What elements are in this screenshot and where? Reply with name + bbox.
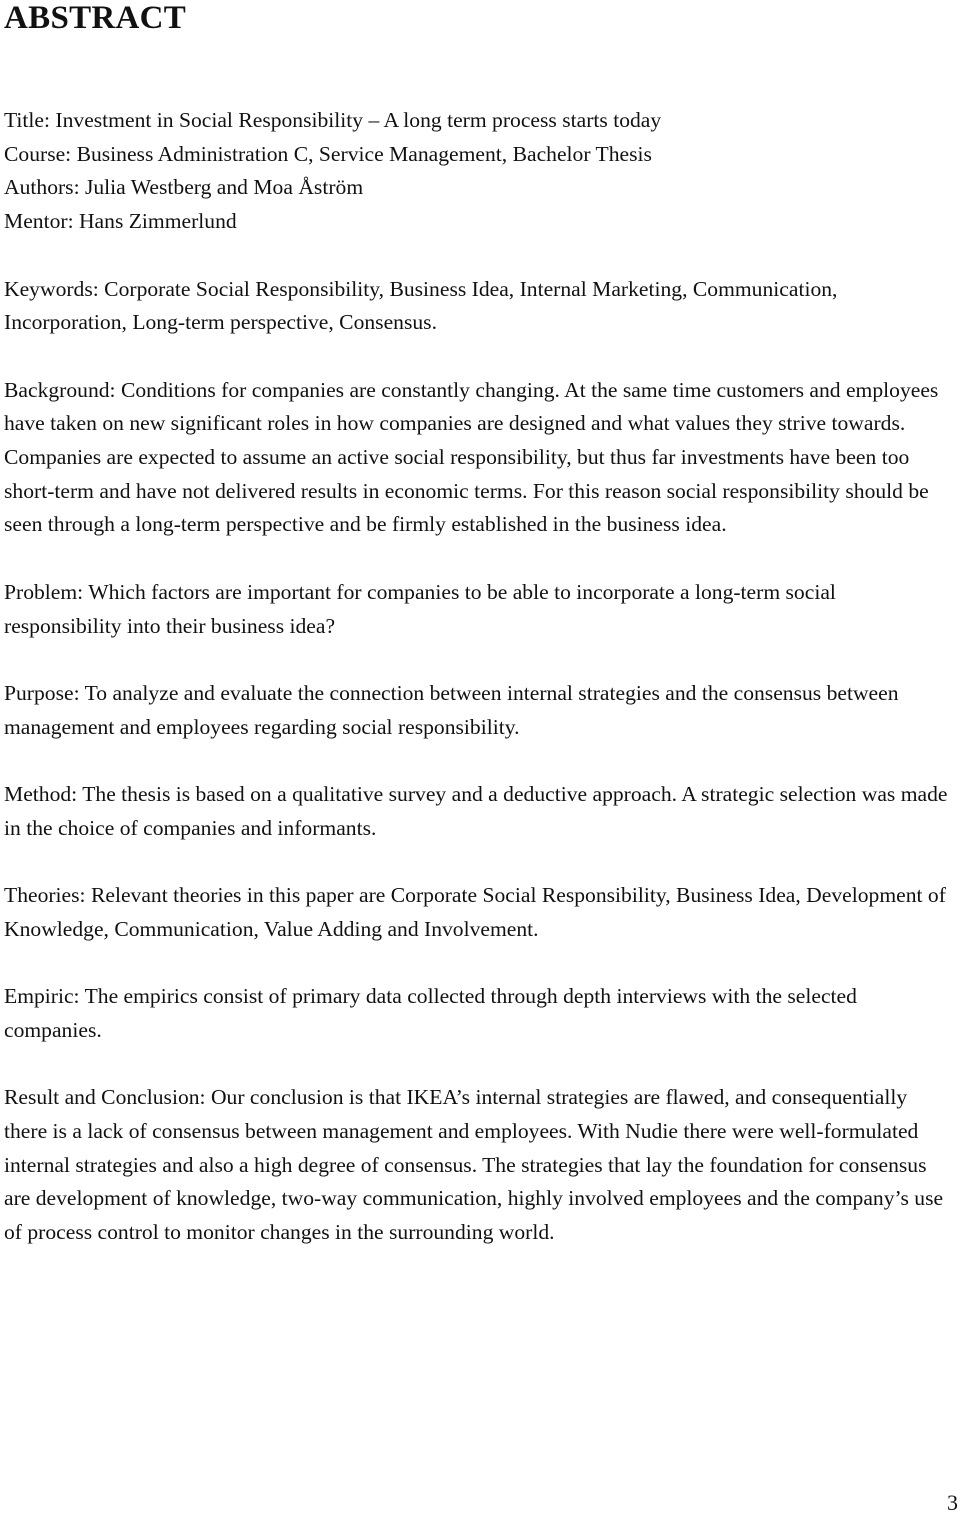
section-label: Theories: — [4, 883, 86, 908]
section-background — [4, 374, 952, 543]
section-purpose — [4, 677, 952, 744]
meta-authors: Authors: Julia Westberg and Moa Åström — [4, 175, 364, 200]
section-text: Our conclusion is that IKEA’s internal strategies are flawed, and consequentially there is a lack of consensus between management and employees. With Nudie there were well-formulated internal strategies and also a high degree of consensus. The strategies that lay the foundation for consensus are development of knowledge, two-way communication, highly involved employees and the company’s use of process control to monitor changes in the surrounding world. — [4, 1085, 944, 1245]
meta-course: Course: Business Administration C, Service Management, Bachelor Thesis — [4, 141, 652, 166]
section-method — [4, 778, 952, 845]
section-theories — [4, 879, 952, 946]
section-label: Empiric: — [4, 984, 80, 1009]
section-text: Corporate Social Responsibility, Business Idea, Internal Marketing, Communication, Incorporation, Long-term perspective, Consensus. — [4, 276, 838, 335]
thesis-metadata — [4, 104, 952, 239]
section-text: The empirics consist of primary data collected through depth interviews with the selected companies. — [4, 984, 857, 1042]
section-label: Method: — [4, 781, 78, 806]
section-text: Relevant theories in this paper are Corporate Social Responsibility, Business Idea, Development of Knowledge, Communication, Value Adding and Involvement. — [4, 883, 946, 941]
section-label: Problem: — [4, 579, 84, 604]
section-text: Which factors are important for companies to be able to incorporate a long-term social responsibility into their business idea? — [4, 579, 836, 638]
page-number: 3 — [947, 1490, 958, 1515]
section-keywords — [4, 273, 952, 340]
section-label: Purpose: — [4, 680, 80, 705]
meta-mentor: Mentor: Hans Zimmerlund — [4, 209, 237, 234]
section-label: Background: — [4, 377, 116, 402]
section-label: Keywords: — [4, 276, 99, 301]
section-problem — [4, 576, 952, 643]
section-text: To analyze and evaluate the connection between internal strategies and the consensus between management and employees regarding social responsibility. — [4, 680, 899, 739]
section-text: The thesis is based on a qualitative survey and a deductive approach. A strategic selection was made in the choice of companies and informants. — [4, 781, 948, 840]
section-text: Conditions for companies are constantly changing. At the same time customers and employees have taken on new significant roles in how companies are designed and what values they strive towards. Companies are expected to assume an active social responsibility, but thus far investments have been too short-term and have not delivered results in economic terms. For this reason social responsibility should be seen through a long-term perspective and be firmly established in the business idea. — [4, 377, 939, 537]
section-result-conclusion — [4, 1081, 952, 1250]
meta-title: Title: Investment in Social Responsibility – A long term process starts today — [4, 108, 662, 132]
section-empiric — [4, 980, 952, 1047]
section-label: Result and Conclusion: — [4, 1085, 206, 1110]
page-heading: ABSTRACT — [4, 0, 187, 36]
abstract-body — [4, 104, 952, 1283]
